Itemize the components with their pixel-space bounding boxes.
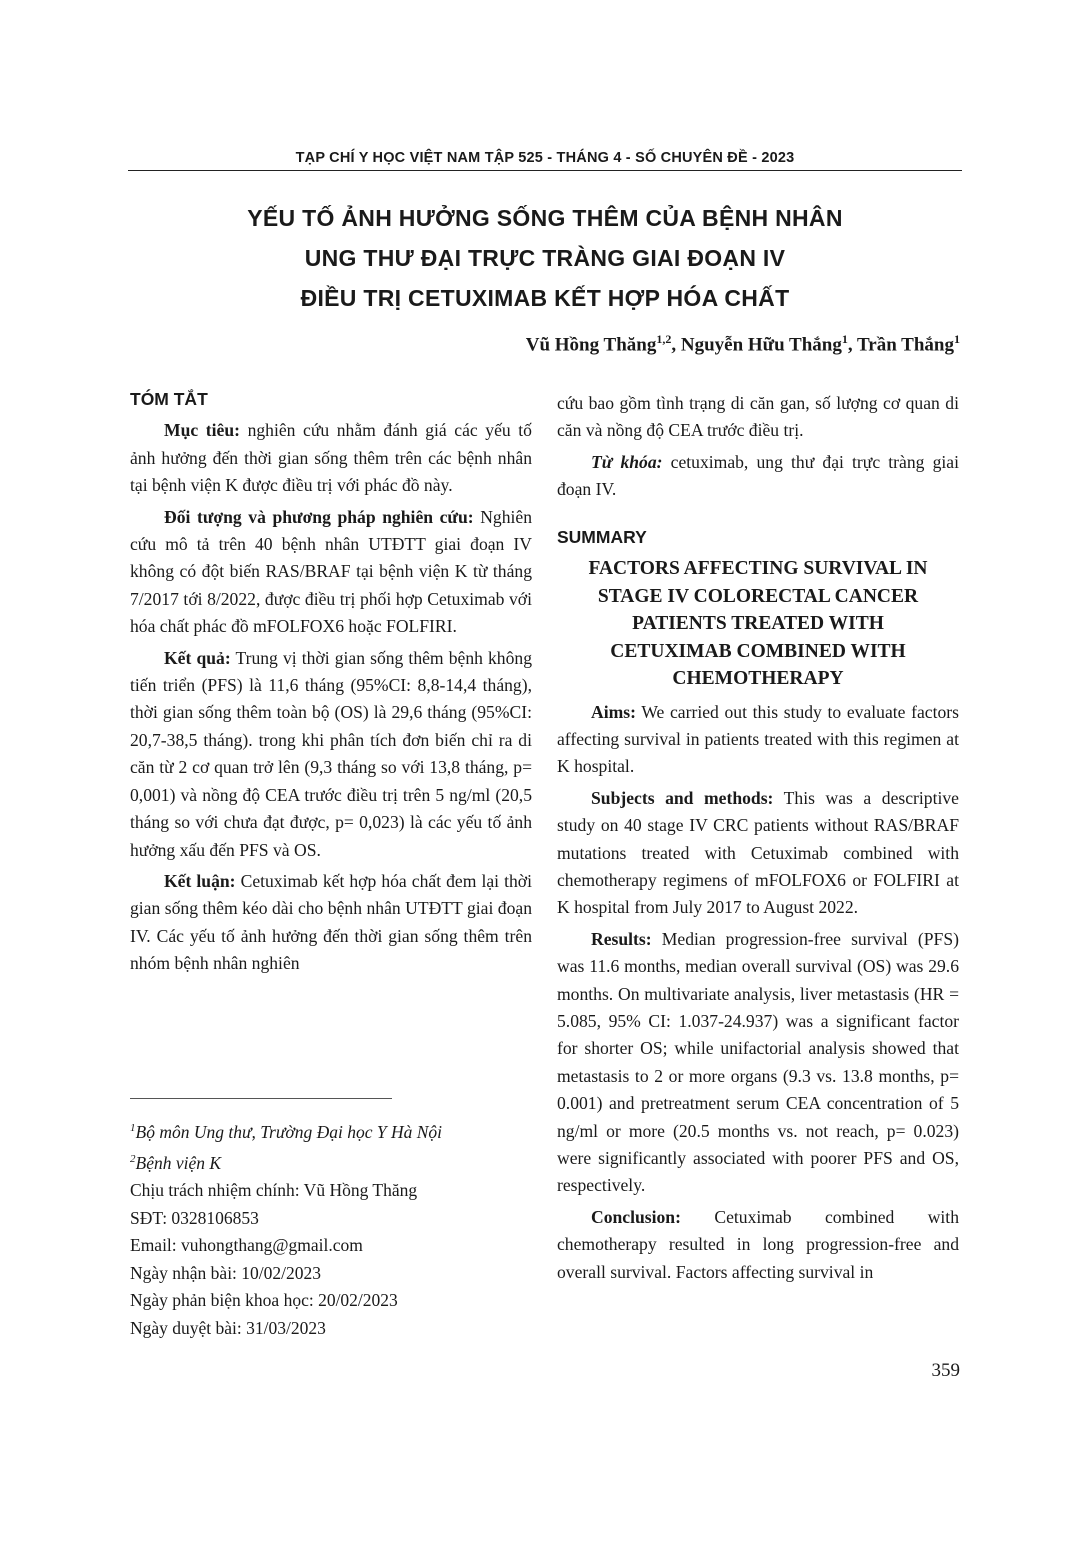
paragraph-lead: Mục tiêu: [164,420,240,441]
affiliation-sup: 2 [130,1153,136,1166]
email-line: Email: vuhongthang@gmail.com [130,1235,363,1256]
paragraph-lead: Results: [591,928,652,949]
keywords-text: cetuximab, ung thư đại trực tràng giai đoạn IV. [557,451,959,500]
paragraph-text: Cetuximab combined with chemotherapy resulted in long progression-free and overall survival. Factors affecting survival in [557,1206,959,1282]
summary-heading: SUMMARY [557,526,647,547]
paragraph-lead: Aims: [591,701,636,722]
paragraph-text: We carried out this study to evaluate factors affecting survival in patients treated with this regimen at K hospital. [557,701,959,777]
vn-abstract-column [130,386,532,982]
paragraph-text: Trung vị thời gian sống thêm bệnh không tiến triển (PFS) là 11,6 tháng (95%CI: 8,8-14,4 tháng), thời gian sống thêm toàn bộ (OS) là 29,6 tháng (95%CI: 20,7-38,5 tháng). trong khi phân tích đơn biến chỉ ra di căn từ 2 cơ quan trở lên (9,3 tháng so với 13,8 tháng, p= 0,001) và nồng độ CEA trước điều trị trên 5 ng/ml (20,5 tháng so với chưa đạt được, p= 0,023) là các yếu tố ảnh hưởng xấu đến PFS và OS. [130,647,532,860]
english-title-line: STAGE IV COLORECTAL CANCER [597,585,919,607]
footnote-rule [130,1098,392,1099]
paragraph-lead: Conclusion: [591,1206,681,1227]
affiliation-text: Bệnh viện K [135,1153,222,1174]
keywords-label: Từ khóa: [591,451,663,472]
author-affiliation: 1,2 [656,332,672,346]
paragraph-lead: Kết luận: [164,870,236,891]
journal-header: TẠP CHÍ Y HỌC VIỆT NAM TẬP 525 - THÁNG 4 - SỐ CHUYÊN ĐỀ - 2023 [295,150,795,166]
header-rule [128,170,962,171]
en-abstract-paragraph [557,1204,959,1286]
paragraph-text: This was a descriptive study on 40 stage IV CRC patients without RAS/BRAF mutations treated with Cetuximab combined with chemotherapy regimens of mFOLFOX6 or FOLFIRI at K hospital from July 2017 to August 2022. [557,787,959,918]
footnotes [130,1115,532,1342]
received-date: Ngày nhận bài: 10/02/2023 [130,1262,322,1283]
vn-abstract-paragraph [130,417,532,499]
vn-abstract-paragraph [130,868,532,978]
author-name: Vũ Hồng Thăng [525,334,657,356]
affiliation-text: Bộ môn Ung thư, Trường Đại học Y Hà Nội [135,1121,443,1142]
en-abstract-paragraph [557,699,959,781]
english-title-line: CHEMOTHERAPY [672,668,844,690]
paragraph-text: nghiên cứu nhằm đánh giá các yếu tố ảnh hưởng đến thời gian sống thêm trên các bệnh nhân tại bệnh viện K được điều trị với phác đồ này. [130,420,532,496]
vn-abstract-heading: TÓM TẮT [130,389,208,409]
accepted-date: Ngày duyệt bài: 31/03/2023 [130,1317,326,1338]
article-title [128,198,962,318]
title-line: UNG THƯ ĐẠI TRỰC TRÀNG GIAI ĐOẠN IV [304,245,786,271]
phone-line: SĐT: 0328106853 [130,1207,259,1228]
title-line: YẾU TỐ ẢNH HƯỞNG SỐNG THÊM CỦA BỆNH NHÂN [247,205,843,231]
paragraph-lead: Subjects and methods: [591,787,774,808]
paragraph-text: Median progression-free survival (PFS) was 11.6 months, median overall survival (OS) was 29.6 months. On multivariate analysis, liver metastasis (HR = 5.085, 95% CI: 1.037-24.937) was a significant factor for shorter OS; while unifactorial analysis showed that metastasis to 2 or more organs (9.3 vs. 13.8 months, p= 0.001) and pretreatment serum CEA concentration of 5 ng/ml or more (20.5 months vs. not reach, p= 0.023) were significantly associated with poorer PFS and OS, respectively. [557,928,959,1196]
author-separator: , [671,334,681,356]
author-name: Trần Thắng [857,334,954,356]
en-abstract-paragraph [557,926,959,1200]
en-abstract-paragraph [557,785,959,922]
author-affiliation: 1 [841,332,848,346]
author-list [128,332,960,356]
vn-abstract-paragraph [130,645,532,864]
keywords-line [557,449,959,504]
english-title-line: CETUXIMAB COMBINED WITH [610,640,906,662]
title-line: ĐIỀU TRỊ CETUXIMAB KẾT HỢP HÓA CHẤT [300,285,790,311]
english-title-line: PATIENTS TREATED WITH [632,613,884,635]
corresponding-author: Chịu trách nhiệm chính: Vũ Hồng Thăng [130,1180,418,1201]
paragraph-lead: Đối tượng và phương pháp nghiên cứu: [164,506,474,527]
review-date: Ngày phản biện khoa học: 20/02/2023 [130,1290,398,1311]
vn-abstract-paragraph [130,504,532,641]
paragraph-text: Nghiên cứu mô tả trên 40 bệnh nhân UTĐTT giai đoạn IV không có đột biến RAS/BRAF tại bệnh viện K từ tháng 7/2017 tới 8/2022, được điều trị phối hợp Cetuximab với hóa chất phác đồ mFOLFOX6 hoặc FOLFIRI. [130,506,532,637]
paragraph-text: Cetuximab kết hợp hóa chất đem lại thời gian sống thêm kéo dài cho bệnh nhân UTĐTT giai đoạn IV. Các yếu tố ảnh hưởng đến thời gian sống thêm trên nhóm bệnh nhân nghiên [130,870,532,974]
affiliation-note [130,1115,532,1146]
english-title [557,555,959,693]
author-separator: , [847,334,858,356]
author-name: Nguyễn Hữu Thắng [680,334,842,356]
page-number: 359 [931,1360,960,1381]
author-affiliation: 1 [954,332,960,346]
affiliation-sup: 1 [130,1122,136,1134]
affiliation-note [130,1146,532,1177]
right-column [557,390,959,1290]
vn-abstract-continuation: cứu bao gồm tình trạng di căn gan, số lượng cơ quan di căn và nồng độ CEA trước điều trị. [557,393,959,441]
english-title-line: FACTORS AFFECTING SURVIVAL IN [588,558,928,580]
paragraph-lead: Kết quả: [164,647,231,668]
